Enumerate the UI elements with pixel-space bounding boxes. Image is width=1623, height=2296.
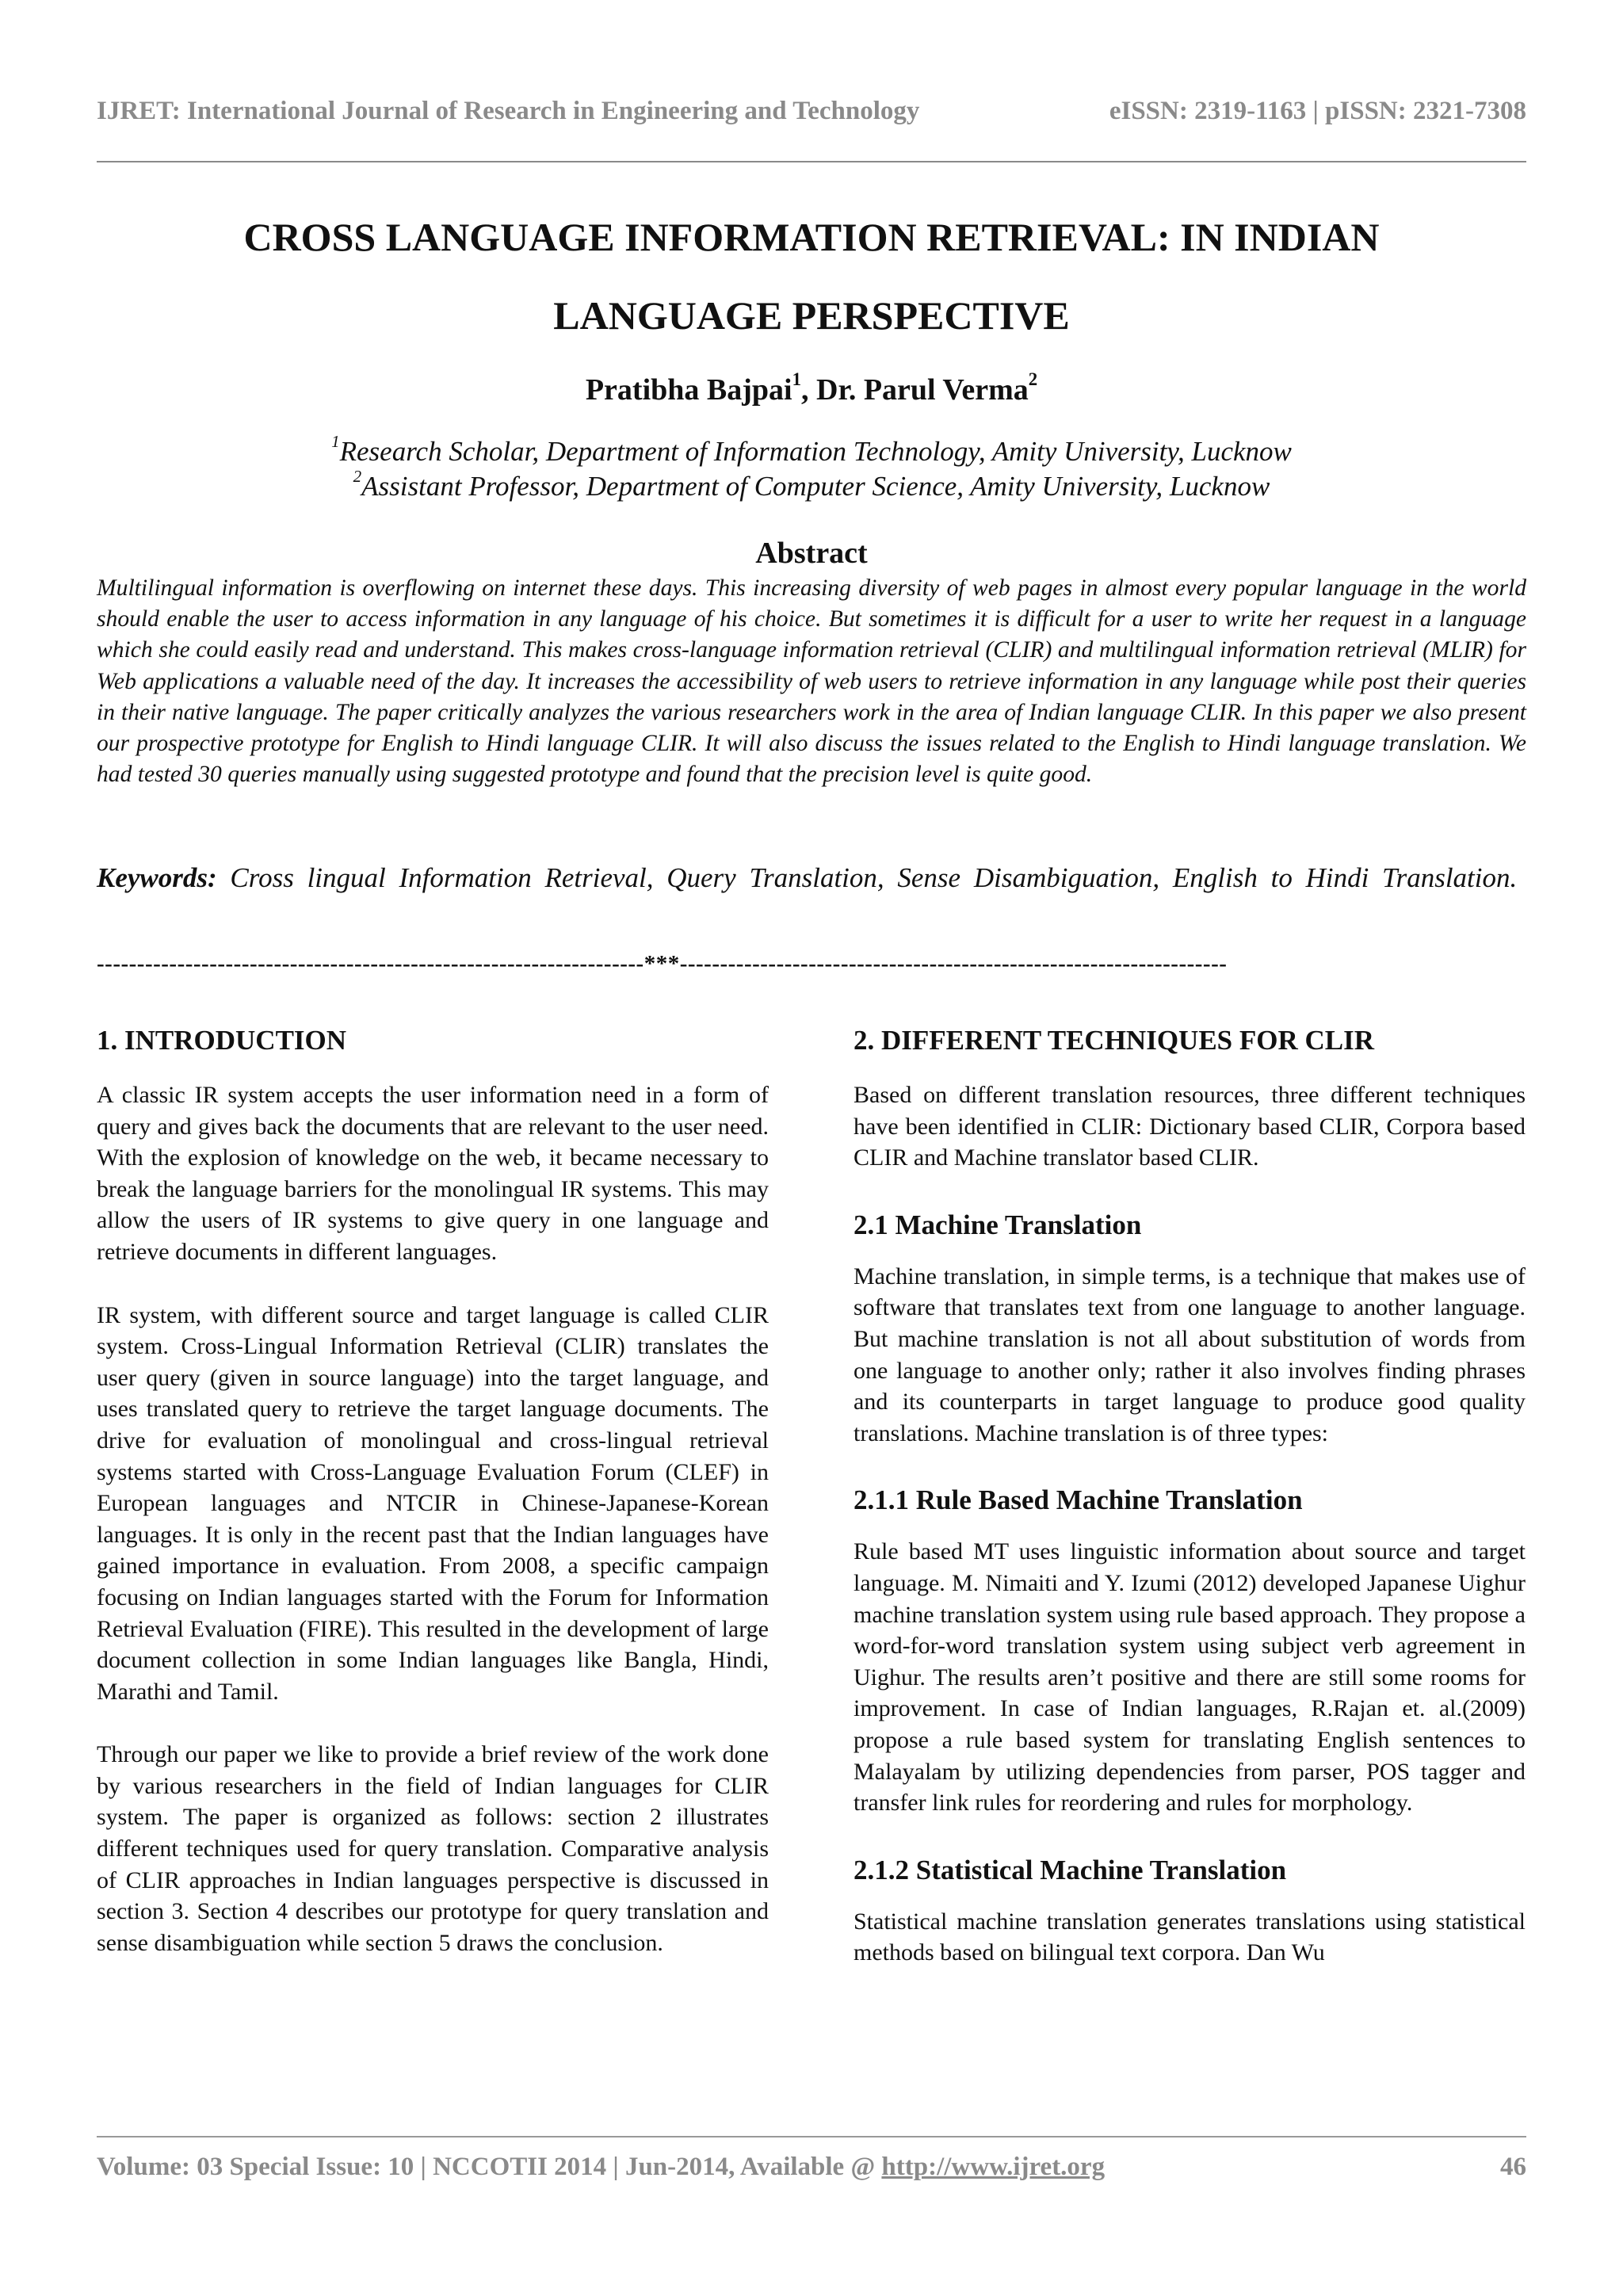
- statistical-mt-text: Statistical machine translation generates translations using statistical methods based on bilingual text corpora. Dan Wu: [854, 1908, 1526, 1966]
- running-header: [97, 97, 1526, 126]
- title-line-2: LANGUAGE PERSPECTIVE: [553, 293, 1070, 338]
- machine-translation-text: Machine translation, in simple terms, is a technique that makes use of software that translates text from one language to another language. But machine translation is not all about substitution of words from one language to another only; rather it also involves finding phrases and its counterparts in target language to produce good quality translations. Machine translation is of three types:: [854, 1263, 1526, 1446]
- rule-based-mt-heading: 2.1.1 Rule Based Machine Translation: [854, 1484, 1303, 1516]
- section-divider: --------------------------------------------------------------------***--------------------------------------------------------------------: [97, 951, 1228, 976]
- footer-info: [97, 2153, 1105, 2182]
- paper-title: [97, 198, 1526, 355]
- title-line-1: CROSS LANGUAGE INFORMATION RETRIEVAL: IN INDIAN: [243, 215, 1380, 259]
- footer-volume: Volume: 03 Special Issue: 10 | NCCOTII 2014 | Jun-2014, Available @: [97, 2153, 882, 2181]
- author-2: Dr. Parul Verma: [816, 373, 1029, 407]
- journal-name: IJRET: International Journal of Research in Engineering and Technology: [97, 97, 920, 125]
- keywords: [97, 853, 1526, 903]
- affiliation-1-text: Research Scholar, Department of Information Technology, Amity University, Lucknow: [339, 436, 1292, 467]
- intro-paragraph-3: Through our paper we like to provide a brief review of the work done by various researchers in the field of Indian languages for CLIR system. The paper is organized as follows: section 2 illustrates different techniques used for query translation. Comparative analysis of CLIR approaches in Indian languages perspective is discussed in section 3. Section 4 describes our prototype for query translation and sense disambiguation while section 5 draws the conclusion.: [97, 1741, 769, 1956]
- affiliation-2-sup: 2: [353, 467, 362, 487]
- rule-based-mt-text: Rule based MT uses linguistic information about source and target language. M. Nimaiti and Y. Izumi (2012) developed Japanese Uighur machine translation system using rule based approach. They propose a word-for-word translation system using subject verb agreement in Uighur. The results aren’t positive and there are still some rooms for improvement. In case of Indian languages, R.Rajan et. al.(2009) propose a rule based system for translating English sentences to Malayalam by utilizing dependencies from parser, POS tagger and transfer link rules for reordering and rules for morphology.: [854, 1538, 1526, 1817]
- author-1: Pratibha Bajpai: [585, 373, 792, 407]
- journal-link[interactable]: http://www.ijret.org: [881, 2153, 1106, 2181]
- author-separator: ,: [801, 373, 816, 407]
- techniques-heading: 2. DIFFERENT TECHNIQUES FOR CLIR: [854, 1025, 1375, 1056]
- statistical-mt-heading: 2.1.2 Statistical Machine Translation: [854, 1854, 1287, 1885]
- issn: eISSN: 2319-1163 | pISSN: 2321-7308: [1109, 97, 1526, 125]
- keywords-text: Cross lingual Information Retrieval, Query Translation, Sense Disambiguation, English to Hindi Translation.: [230, 862, 1518, 893]
- header-rule: [97, 161, 1526, 162]
- keywords-label: Keywords:: [97, 862, 217, 893]
- intro-paragraph-2: IR system, with different source and target language is called CLIR system. Cross-Lingual Information Retrieval (CLIR) translates the user query (given in source language) into the target language, and uses translated query to retrieve the target language documents. The drive for evaluation of monolingual and cross-lingual retrieval systems started with Cross-Language Evaluation Forum (CLEF) in European languages and NTCIR in Chinese-Japanese-Korean languages. It is only in the recent past that the Indian languages have gained importance in evaluation. From 2008, a specific campaign focusing on Indian languages started with the Forum for Information Retrieval Evaluation (FIRE). This resulted in the development of large document collection in some Indian languages like Bangla, Hindi, Marathi and Tamil.: [97, 1301, 769, 1705]
- abstract-text: Multilingual information is overflowing on internet these days. This increasing diversity of web pages in almost every popular language in the world should enable the user to access information in any language of his choice. But sometimes it is difficult for a user to write her request in a language which she could easily read and understand. This makes cross-language information retrieval (CLIR) and multilingual information retrieval (MLIR) for Web applications a valuable need of the day. It increases the accessibility of web users to retrieve information in any language while post their queries in their native language. The paper critically analyzes the various researchers work in the area of Indian language CLIR. In this paper we also present our prospective prototype for English to Hindi language CLIR. It will also discuss the issues related to the English to Hindi language translation. We had tested 30 queries manually using suggested prototype and found that the precision level is quite good.: [97, 575, 1526, 788]
- affiliation-2-text: Assistant Professor, Department of Computer Science, Amity University, Lucknow: [361, 471, 1270, 502]
- author-2-sup: 2: [1028, 369, 1038, 389]
- intro-paragraph-1: A classic IR system accepts the user information need in a form of query and gives back the documents that are relevant to the user need. With the explosion of knowledge on the web, it became necessary to break the language barriers for the monolingual IR systems. This may allow the users of IR systems to give query in one language and retrieve documents in different languages.: [97, 1082, 769, 1265]
- right-column: [854, 1024, 1526, 2000]
- running-footer: [97, 2153, 1526, 2182]
- introduction-heading: 1. INTRODUCTION: [97, 1025, 347, 1056]
- affiliation-1: [97, 434, 1526, 469]
- author-1-sup: 1: [792, 369, 801, 389]
- page-number: 46: [1500, 2153, 1526, 2181]
- affiliation-1-sup: 1: [331, 432, 340, 452]
- techniques-intro: Based on different translation resources, three different techniques have been identified in CLIR: Dictionary based CLIR, Corpora based CLIR and Machine translator based CLIR.: [854, 1082, 1526, 1171]
- affiliations: [97, 434, 1526, 504]
- authors: [97, 369, 1526, 407]
- footer-rule: [97, 2136, 1526, 2137]
- left-column: [97, 1024, 769, 1990]
- affiliation-2: [97, 469, 1526, 504]
- machine-translation-heading: 2.1 Machine Translation: [854, 1209, 1142, 1240]
- abstract-heading: Abstract: [755, 537, 868, 570]
